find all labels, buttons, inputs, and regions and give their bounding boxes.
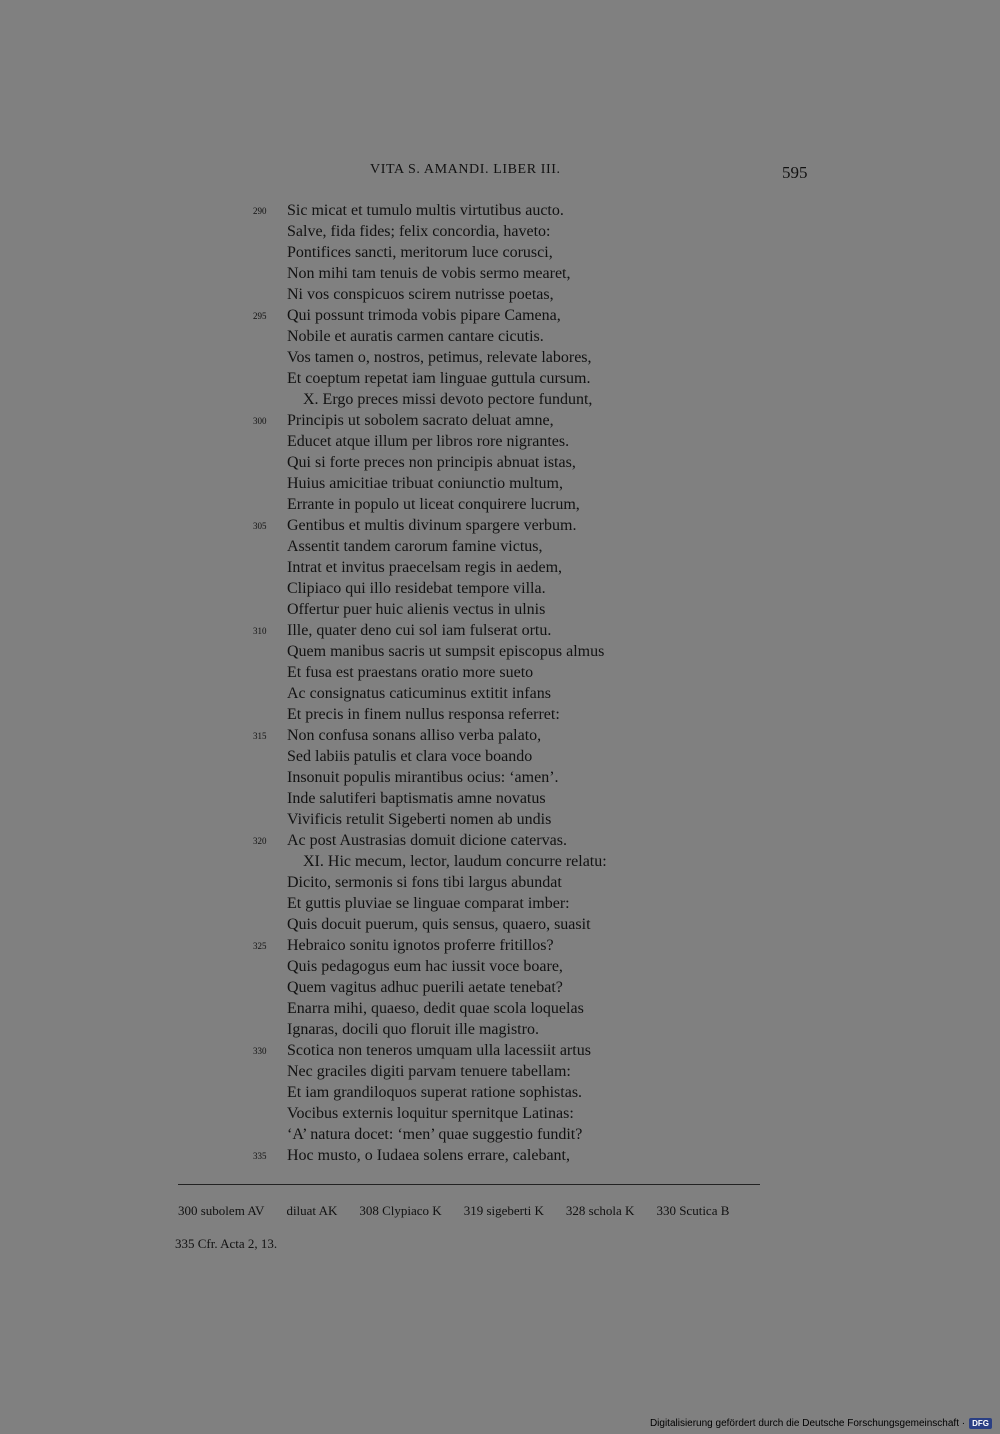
verse-text: Et guttis pluviae se linguae comparat imber: <box>287 895 570 912</box>
line-number: 320 <box>253 836 267 846</box>
verse-line <box>0 1145 1000 1166</box>
verse-line <box>0 1124 1000 1145</box>
verse-text: Non mihi tam tenuis de vobis sermo mearet, <box>287 265 571 282</box>
verse-text: Hebraico sonitu ignotos proferre fritillos? <box>287 937 554 954</box>
verse-text: Errante in populo ut liceat conquirere lucrum, <box>287 496 580 513</box>
verse-line <box>0 599 1000 620</box>
line-number: 290 <box>253 206 267 216</box>
verse-text: Quem vagitus adhuc puerili aetate tenebat? <box>287 979 563 996</box>
line-number: 310 <box>253 626 267 636</box>
verse-text: Vivificis retulit Sigeberti nomen ab undis <box>287 811 552 828</box>
verse-line <box>0 935 1000 956</box>
verse-line <box>0 389 1000 410</box>
verse-text: Assentit tandem carorum famine victus, <box>287 538 543 555</box>
verse-line <box>0 1019 1000 1040</box>
apparatus-note: diluat AK <box>286 1203 338 1218</box>
verse-text: Vos tamen o, nostros, petimus, relevate labores, <box>287 349 592 366</box>
verse-line <box>0 263 1000 284</box>
verse-line <box>0 305 1000 326</box>
verse-text: Intrat et invitus praecelsam regis in aedem, <box>287 559 563 576</box>
line-number: 305 <box>253 521 267 531</box>
apparatus-note: 300 subolem AV <box>178 1203 265 1218</box>
verse-line <box>0 998 1000 1019</box>
poem-text <box>0 200 1000 1166</box>
verse-line <box>0 683 1000 704</box>
verse-text: Vocibus externis loquitur spernitque Latinas: <box>287 1105 574 1122</box>
apparatus-notes-reference: 335 Cfr. Acta 2, 13. <box>175 1236 278 1251</box>
verse-text: XI. Hic mecum, lector, laudum concurre relatu: <box>303 853 607 870</box>
verse-line <box>0 956 1000 977</box>
verse-line <box>0 221 1000 242</box>
line-number: 330 <box>253 1046 267 1056</box>
verse-text: Nec graciles digiti parvam tenuere tabellam: <box>287 1063 571 1080</box>
verse-text: Ille, quater deno cui sol iam fulserat ortu. <box>287 622 552 639</box>
line-number: 335 <box>253 1151 267 1161</box>
verse-line <box>0 515 1000 536</box>
verse-text: Salve, fida fides; felix concordia, haveto: <box>287 223 551 240</box>
verse-line <box>0 242 1000 263</box>
verse-text: Quis docuit puerum, quis sensus, quaero, suasit <box>287 916 591 933</box>
verse-line <box>0 893 1000 914</box>
verse-line <box>0 368 1000 389</box>
verse-line <box>0 1103 1000 1124</box>
verse-text: Ac post Austrasias domuit dicione catervas. <box>287 832 567 849</box>
verse-text: Qui si forte preces non principis abnuat istas, <box>287 454 576 471</box>
verse-text: Et fusa est praestans oratio more sueto <box>287 664 534 681</box>
verse-text: X. Ergo preces missi devoto pectore fundunt, <box>303 391 593 408</box>
verse-text: Ac consignatus caticuminus extitit infans <box>287 685 551 702</box>
line-number: 295 <box>253 311 267 321</box>
verse-text: Enarra mihi, quaeso, dedit quae scola loquelas <box>287 1000 584 1017</box>
apparatus-notes <box>178 1203 751 1219</box>
verse-line <box>0 536 1000 557</box>
verse-text: Ignaras, docili quo floruit ille magistro. <box>287 1021 539 1038</box>
verse-text: Principis ut sobolem sacrato deluat amne, <box>287 412 554 429</box>
dfg-logo-icon: DFG <box>969 1418 992 1429</box>
verse-line <box>0 578 1000 599</box>
verse-line <box>0 704 1000 725</box>
line-number: 300 <box>253 416 267 426</box>
apparatus-note: 308 Clypiaco K <box>359 1203 442 1218</box>
verse-text: Quis pedagogus eum hac iussit voce boare, <box>287 958 563 975</box>
verse-text: Et coeptum repetat iam linguae guttula cursum. <box>287 370 591 387</box>
verse-line <box>0 725 1000 746</box>
verse-text: Offertur puer huic alienis vectus in ulnis <box>287 601 546 618</box>
footer-text: Digitalisierung gefördert durch die Deutsche Forschungsgemeinschaft · <box>649 1418 966 1429</box>
verse-text: Quem manibus sacris ut sumpsit episcopus almus <box>287 643 605 660</box>
verse-line <box>0 662 1000 683</box>
verse-text: Qui possunt trimoda vobis pipare Camena, <box>287 307 561 324</box>
verse-line <box>0 914 1000 935</box>
page-number: 595 <box>782 163 808 182</box>
verse-text: Scotica non teneros umquam ulla lacessiit artus <box>287 1042 591 1059</box>
verse-text: Dicito, sermonis si fons tibi largus abundat <box>287 874 562 891</box>
verse-line <box>0 977 1000 998</box>
verse-line <box>0 641 1000 662</box>
line-number: 325 <box>253 941 267 951</box>
verse-text: Gentibus et multis divinum spargere verbum. <box>287 517 577 534</box>
verse-text: Clipiaco qui illo residebat tempore villa. <box>287 580 546 597</box>
verse-text: Insonuit populis mirantibus ocius: ‘amen’. <box>287 769 559 786</box>
verse-line <box>0 326 1000 347</box>
verse-line <box>0 809 1000 830</box>
verse-line <box>0 284 1000 305</box>
verse-line <box>0 200 1000 221</box>
verse-line <box>0 494 1000 515</box>
verse-text: Educet atque illum per libros rore nigrantes. <box>287 433 570 450</box>
verse-text: Ni vos conspicuos scirem nutrisse poetas, <box>287 286 554 303</box>
apparatus-note: 328 schola K <box>565 1203 635 1218</box>
verse-line <box>0 830 1000 851</box>
verse-line <box>0 872 1000 893</box>
verse-line <box>0 746 1000 767</box>
verse-line <box>0 1082 1000 1103</box>
verse-line <box>0 620 1000 641</box>
verse-line <box>0 788 1000 809</box>
verse-text: ‘A’ natura docet: ‘men’ quae suggestio fundit? <box>287 1126 583 1143</box>
verse-line <box>0 851 1000 872</box>
verse-text: Inde salutiferi baptismatis amne novatus <box>287 790 546 807</box>
verse-line <box>0 473 1000 494</box>
verse-line <box>0 431 1000 452</box>
verse-text: Huius amicitiae tribuat coniunctio multum, <box>287 475 563 492</box>
verse-text: Et precis in finem nullus responsa referret: <box>287 706 560 723</box>
verse-text: Hoc musto, o Iudaea solens errare, calebant, <box>287 1147 570 1164</box>
verse-line <box>0 1061 1000 1082</box>
verse-text: Nobile et auratis carmen cantare cicutis. <box>287 328 544 345</box>
verse-text: Et iam grandiloquos superat ratione sophistas. <box>287 1084 583 1101</box>
line-number: 315 <box>253 731 267 741</box>
footnote-divider <box>178 1184 760 1185</box>
verse-text: Non confusa sonans alliso verba palato, <box>287 727 542 744</box>
verse-text: Sic micat et tumulo multis virtutibus aucto. <box>287 202 564 219</box>
verse-text: Pontifices sancti, meritorum luce corusci, <box>287 244 553 261</box>
verse-line <box>0 452 1000 473</box>
verse-line <box>0 767 1000 788</box>
verse-text: Sed labiis patulis et clara voce boando <box>287 748 533 765</box>
verse-line <box>0 1040 1000 1061</box>
apparatus-note: 319 sigeberti K <box>463 1203 544 1218</box>
apparatus-note: 330 Scutica B <box>656 1203 730 1218</box>
verse-line <box>0 410 1000 431</box>
footer-credit <box>650 1418 992 1429</box>
verse-line <box>0 347 1000 368</box>
running-header: VITA S. AMANDI. LIBER III. <box>370 162 561 177</box>
verse-line <box>0 557 1000 578</box>
